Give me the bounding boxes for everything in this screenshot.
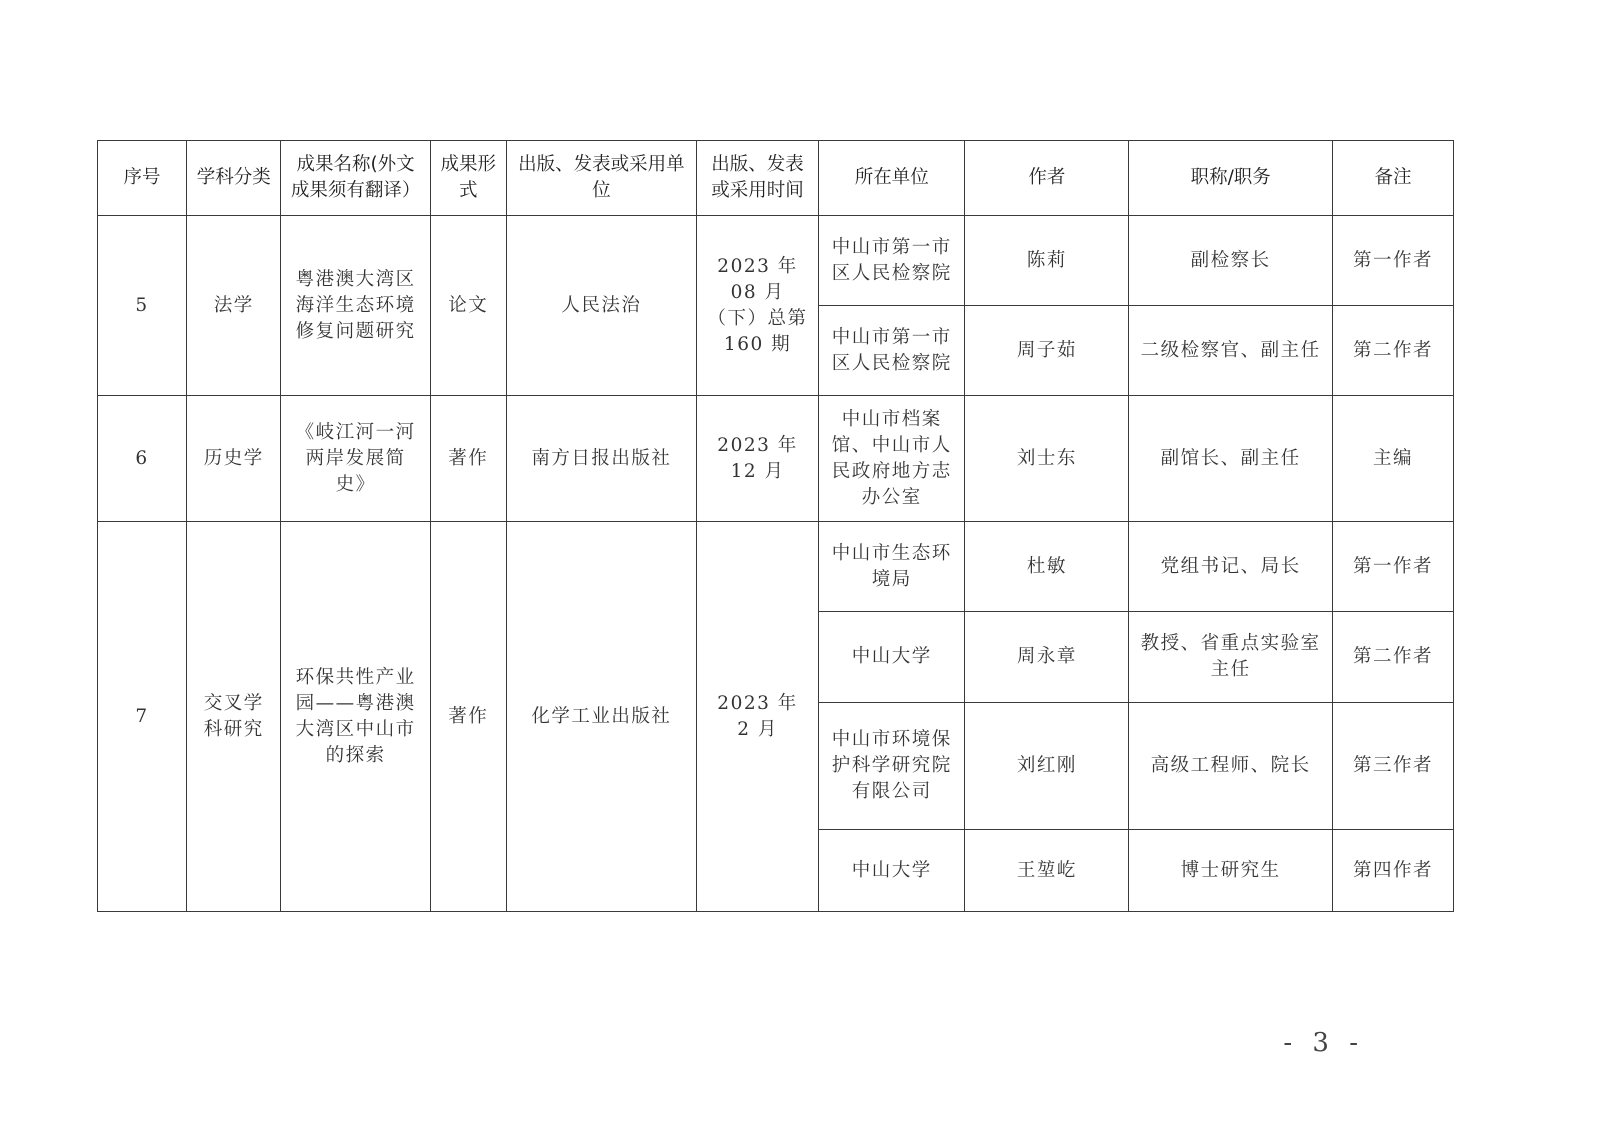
table-row	[98, 522, 1454, 612]
cell-author: 陈莉	[965, 216, 1129, 306]
cell-seq: 7	[98, 522, 187, 912]
cell-author: 刘红刚	[965, 703, 1129, 830]
cell-seq: 5	[98, 216, 187, 396]
cell-date: 2023 年 2 月	[697, 522, 819, 912]
cell-unit: 中山市生态环境局	[818, 522, 964, 612]
cell-discipline: 法学	[187, 216, 281, 396]
cell-publisher: 南方日报出版社	[506, 396, 696, 522]
cell-position: 副馆长、副主任	[1129, 396, 1333, 522]
cell-remark: 主编	[1333, 396, 1454, 522]
cell-title: 粤港澳大湾区海洋生态环境修复问题研究	[281, 216, 431, 396]
cell-remark: 第一作者	[1333, 216, 1454, 306]
cell-author: 周永章	[965, 612, 1129, 703]
cell-form: 论文	[430, 216, 506, 396]
table-row	[98, 216, 1454, 306]
cell-discipline: 交叉学科研究	[187, 522, 281, 912]
cell-remark: 第三作者	[1333, 703, 1454, 830]
cell-position: 高级工程师、院长	[1129, 703, 1333, 830]
cell-publisher: 人民法治	[506, 216, 696, 396]
cell-unit: 中山市第一市区人民检察院	[818, 306, 964, 396]
cell-form: 著作	[430, 396, 506, 522]
cell-discipline: 历史学	[187, 396, 281, 522]
header-row	[98, 141, 1454, 216]
header-author: 作者	[965, 141, 1129, 216]
header-date: 出版、发表或采用时间	[697, 141, 819, 216]
cell-publisher: 化学工业出版社	[506, 522, 696, 912]
cell-unit: 中山市第一市区人民检察院	[818, 216, 964, 306]
cell-position: 博士研究生	[1129, 830, 1333, 912]
cell-title: 环保共性产业园——粤港澳大湾区中山市的探索	[281, 522, 431, 912]
cell-remark: 第四作者	[1333, 830, 1454, 912]
cell-title: 《岐江河一河两岸发展简史》	[281, 396, 431, 522]
header-unit: 所在单位	[818, 141, 964, 216]
cell-remark: 第一作者	[1333, 522, 1454, 612]
cell-remark: 第二作者	[1333, 612, 1454, 703]
header-form: 成果形式	[430, 141, 506, 216]
cell-unit: 中山大学	[818, 612, 964, 703]
cell-position: 二级检察官、副主任	[1129, 306, 1333, 396]
achievements-table	[97, 140, 1454, 912]
cell-author: 刘士东	[965, 396, 1129, 522]
header-remark: 备注	[1333, 141, 1454, 216]
cell-author: 杜敏	[965, 522, 1129, 612]
table-header	[98, 141, 1454, 216]
cell-date: 2023 年 12 月	[697, 396, 819, 522]
cell-date: 2023 年 08 月（下）总第 160 期	[697, 216, 819, 396]
cell-author: 周子茹	[965, 306, 1129, 396]
cell-position: 党组书记、局长	[1129, 522, 1333, 612]
cell-unit: 中山大学	[818, 830, 964, 912]
cell-unit: 中山市环境保护科学研究院有限公司	[818, 703, 964, 830]
page-number: - 3 -	[1283, 1028, 1364, 1058]
header-discipline: 学科分类	[187, 141, 281, 216]
header-position: 职称/职务	[1129, 141, 1333, 216]
cell-position: 副检察长	[1129, 216, 1333, 306]
cell-form: 著作	[430, 522, 506, 912]
header-title: 成果名称(外文成果须有翻译）	[281, 141, 431, 216]
cell-remark: 第二作者	[1333, 306, 1454, 396]
cell-seq: 6	[98, 396, 187, 522]
cell-author: 王堃屹	[965, 830, 1129, 912]
header-publisher: 出版、发表或采用单位	[506, 141, 696, 216]
table-row	[98, 396, 1454, 522]
cell-unit: 中山市档案馆、中山市人民政府地方志办公室	[818, 396, 964, 522]
header-seq: 序号	[98, 141, 187, 216]
table-body	[98, 216, 1454, 912]
cell-position: 教授、省重点实验室主任	[1129, 612, 1333, 703]
